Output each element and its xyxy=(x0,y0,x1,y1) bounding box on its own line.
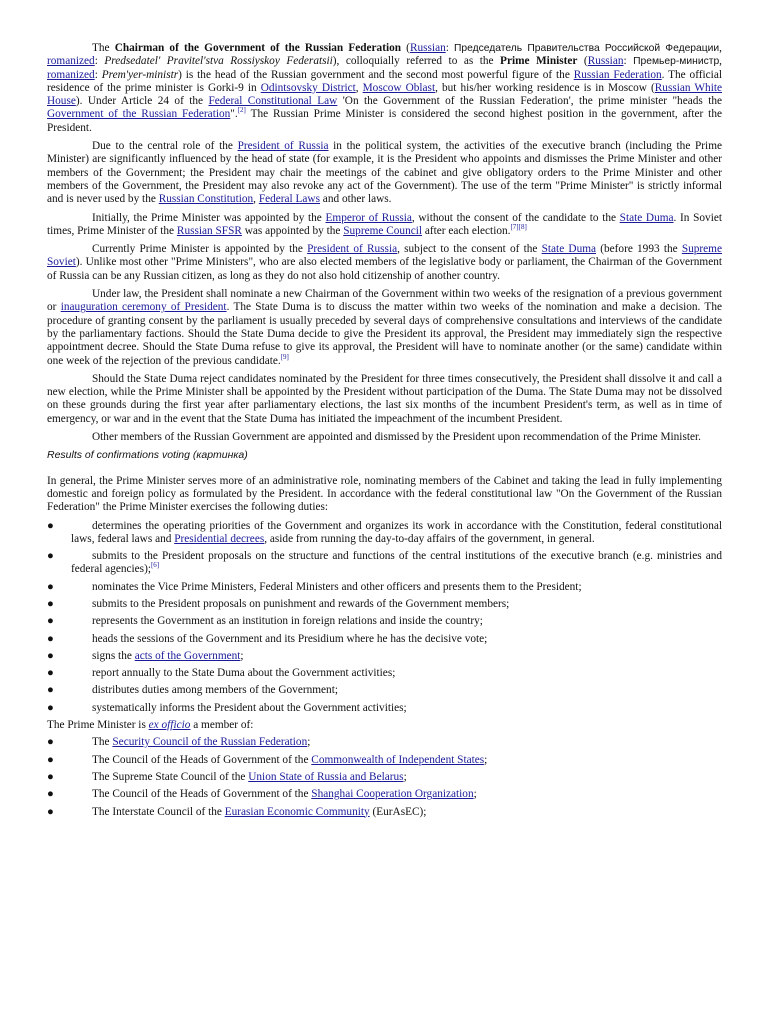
bullet-icon: ● xyxy=(47,519,54,532)
text: The Council of the Heads of Government of the xyxy=(92,753,312,766)
text: , subject to the consent of the xyxy=(397,243,542,256)
ref-2[interactable]: [2] xyxy=(237,106,246,115)
link-president-of-russia[interactable]: President of Russia xyxy=(237,140,329,153)
text: distributes duties among members of the Government; xyxy=(92,684,338,697)
text: , aside from running the day-to-day affairs of the government, in general. xyxy=(264,532,595,545)
bullet-icon: ● xyxy=(47,753,54,766)
text: nominates the Vice Prime Ministers, Federal Ministers and other officers and presents them to the President; xyxy=(92,580,582,593)
text: determines the operating priorities of the Government and organizes its work in accordance with the Constitution, federal constitutional laws, federal laws and xyxy=(71,519,722,545)
list-item xyxy=(47,581,722,594)
text: The Interstate Council of the xyxy=(92,805,225,818)
paragraph-ex-officio xyxy=(47,719,722,732)
text: after each election. xyxy=(422,224,511,237)
text: Under law, the President shall nominate a new Chairman of the Government within two weeks of the resignation of a previous government or xyxy=(47,288,722,314)
ref-9[interactable]: [9] xyxy=(280,352,289,361)
text: signs the xyxy=(92,649,135,662)
bullet-icon: ● xyxy=(47,805,54,818)
text: , xyxy=(719,42,722,54)
link-supreme-soviet[interactable]: Supreme Soviet xyxy=(47,243,722,269)
text: ) is the head of the Russian government and the second most powerful figure of the xyxy=(178,68,574,81)
text: : xyxy=(94,68,102,81)
paragraph-central-role xyxy=(47,140,722,206)
text: , but his/her working residence is in Moscow ( xyxy=(435,81,655,94)
text: ". xyxy=(230,108,238,121)
link-presidential-decrees[interactable]: Presidential decrees xyxy=(174,532,265,545)
link-odintsovsky-district[interactable]: Odintsovsky District xyxy=(260,81,356,94)
link-security-council[interactable]: Security Council of the Russian Federation xyxy=(112,736,308,749)
link-emperor-of-russia[interactable]: Emperor of Russia xyxy=(325,211,412,224)
text: heads the sessions of the Government and its Presidium where he has the decisive vote; xyxy=(92,632,488,645)
link-russian-federation[interactable]: Russian Federation xyxy=(573,68,662,81)
link-president-of-russia-2[interactable]: President of Russia xyxy=(307,243,398,256)
text: ; xyxy=(240,649,244,662)
text: The Supreme State Council of the xyxy=(92,770,249,783)
bullet-icon: ● xyxy=(47,597,54,610)
text: ), colloquially referred to as the xyxy=(332,55,501,68)
text: ( xyxy=(401,42,410,54)
bullet-icon: ● xyxy=(47,615,54,628)
ref-6[interactable]: [6] xyxy=(150,561,160,570)
text: Due to the central role of the xyxy=(92,140,238,153)
text: : xyxy=(623,55,634,68)
link-sco[interactable]: Shanghai Cooperation Organization xyxy=(311,788,474,801)
text: report annually to the State Duma about the Government activities; xyxy=(92,667,396,680)
paragraph-currently xyxy=(47,243,722,283)
text: ). Under Article 24 of the xyxy=(75,95,209,108)
link-state-duma[interactable]: State Duma xyxy=(619,211,674,224)
text: : xyxy=(445,42,455,54)
paragraph-other-members: Other members of the Russian Government are appointed and dismissed by the President upon recommendation of the Prime Minister. xyxy=(92,431,701,444)
link-cis[interactable]: Commonwealth of Independent States xyxy=(311,753,485,766)
text: represents the Government as an institution in foreign relations and inside the country; xyxy=(92,615,483,628)
list-item xyxy=(47,520,722,547)
bullet-icon: ● xyxy=(47,701,54,714)
text: (EurAsEC); xyxy=(369,805,427,818)
link-russian[interactable]: Russian xyxy=(409,42,446,54)
text: , xyxy=(253,193,259,206)
text: . In Soviet times, Prime Minister of the xyxy=(47,211,722,237)
list-item xyxy=(47,615,722,628)
link-eurasec[interactable]: Eurasian Economic Community xyxy=(224,805,370,818)
text: ; xyxy=(403,770,407,783)
text: The Council of the Heads of Government of the xyxy=(92,788,312,801)
text: Initially, the Prime Minister was appointed by the xyxy=(92,211,326,224)
text: , xyxy=(719,55,722,68)
text: ( xyxy=(577,55,588,68)
list-item xyxy=(47,633,722,646)
document-body xyxy=(47,42,722,823)
romanized-name: Predsedatel' Pravitel'stva Rossiyskoy Federatsii xyxy=(104,55,333,68)
paragraph-under-law xyxy=(47,288,722,368)
list-item xyxy=(47,788,722,801)
text: ). Unlike most other "Prime Ministers", who are also elected members of the legislative body or parliament, the Chairman of the Government of Russia can be any Russian citizen, as long as they do not also hold citizenship of another country. xyxy=(47,256,722,282)
bullet-icon: ● xyxy=(47,770,54,783)
link-state-duma-2[interactable]: State Duma xyxy=(541,243,597,256)
link-russian-constitution[interactable]: Russian Constitution xyxy=(158,193,254,206)
text: : xyxy=(94,55,105,68)
link-romanized[interactable]: romanized xyxy=(47,55,95,68)
list-item xyxy=(47,598,722,611)
link-federal-laws[interactable]: Federal Laws xyxy=(258,193,320,206)
link-moscow-oblast[interactable]: Moscow Oblast xyxy=(362,81,436,94)
bullet-icon: ● xyxy=(47,632,54,645)
prime-minister-term: Prime Minister xyxy=(500,55,578,68)
list-item xyxy=(47,684,722,697)
text: submits to the President proposals on the structure and functions of the central institutions of the executive branch (e.g. ministries and federal agencies); xyxy=(71,550,722,576)
text: in the political system, the activities of the executive branch (including the Prime Minister) are significantly influenced by the head of state (for example, it is the President who appoints and dismisses the Prime Minister and other members of the Government; the President may chair the meetings of the cabinet and give obligatory orders to the Prime Minister and other members of the Government, the President may also revoke any act of the Government). The use of the term "Prime Minister" is strictly informal and is never used by the xyxy=(47,140,722,206)
link-federal-constitutional-law[interactable]: Federal Constitutional Law xyxy=(208,95,338,108)
intro-paragraph xyxy=(47,42,722,135)
text: ; xyxy=(473,788,477,801)
text: and other laws. xyxy=(319,193,392,206)
link-government[interactable]: Government of the Russian Federation xyxy=(47,108,231,121)
paragraph-initially xyxy=(47,212,722,239)
text: , xyxy=(355,81,363,94)
bullet-icon: ● xyxy=(47,580,54,593)
russian-pm: Премьер-министр xyxy=(633,56,720,68)
paragraph-reject-candidates: Should the State Duma reject candidates nominated by the President for three times consecutively, the President shall dissolve it and call a new election, while the Prime Minister shall be appointed by the President without participation of the Duma. The State Duma may not be dissolved on these grounds during the first year after parliamentary elections, the last six months of the incumbent President's term, as well as in time of emergency, or war and in the event that the State Duma has initiated the impeachment of the incumbent President. xyxy=(47,372,722,425)
list-item xyxy=(47,754,722,767)
text: The Russian Prime Minister is considered the second highest position in the government, after the President. xyxy=(47,108,722,134)
bullet-icon: ● xyxy=(47,667,54,680)
memberships-list xyxy=(47,736,722,818)
link-acts-of-government[interactable]: acts of the Government xyxy=(134,649,241,662)
text: The Prime Minister is xyxy=(47,719,149,732)
text: , without the consent of the candidate to the xyxy=(411,211,620,224)
text: submits to the President proposals on punishment and rewards of the Government members; xyxy=(92,597,510,610)
text: . The official residence of the prime minister is Gorki-9 in xyxy=(47,68,722,94)
link-russian-2[interactable]: Russian xyxy=(587,55,624,68)
list-item xyxy=(47,736,722,749)
link-russian-sfsr[interactable]: Russian SFSR xyxy=(176,224,242,237)
text: ; xyxy=(307,736,311,749)
text: ; xyxy=(484,753,488,766)
link-white-house[interactable]: Russian White House xyxy=(47,81,722,108)
paragraph-in-general: In general, the Prime Minister serves more of an administrative role, nominating members of the Cabinet and taking the lead in fully implementing domestic and foreign policy as formulated by the President. In accordance with the federal constitutional law "On the Government of the Russian Federation" the Prime Minister exercises the following duties: xyxy=(47,474,722,514)
image-caption: Results of confirmations voting (картинка) xyxy=(47,449,248,462)
bullet-icon: ● xyxy=(47,788,54,801)
link-ex-officio[interactable]: ex officio xyxy=(148,719,191,732)
bullet-icon: ● xyxy=(47,736,54,749)
text: . The State Duma is to discuss the matter within two weeks of the nomination and make a decision. The procedure of granting consent by the parliament is usually preceded by several days of comprehensive consultations and interviews of the candidate by the parliamentary factions. Should the State Duma decide to give the President its approval, the President may immediately sign the respective appointment decree. Should the State Duma refuse to give its approval, the President will have to nominate another (or the same) candidate within one week of the rejection of the previous candidate. xyxy=(47,301,722,367)
text: systematically informs the President about the Government activities; xyxy=(92,701,407,714)
text: was appointed by the xyxy=(241,224,344,237)
list-item xyxy=(47,550,722,577)
link-inauguration-ceremony[interactable]: inauguration ceremony of President xyxy=(60,301,227,314)
link-union-state[interactable]: Union State of Russia and Belarus xyxy=(248,770,404,783)
article-title: Chairman of the Government of the Russian Federation xyxy=(114,42,402,54)
text: Currently Prime Minister is appointed by the xyxy=(92,243,308,256)
list-item xyxy=(47,667,722,680)
bullet-icon: ● xyxy=(47,550,54,563)
text: 'On the Government of the Russian Federation', the prime minister "heads the xyxy=(337,95,722,108)
ref-7-8[interactable]: [7][8] xyxy=(510,223,527,232)
bullet-icon: ● xyxy=(47,684,54,697)
link-supreme-council[interactable]: Supreme Council xyxy=(343,224,423,237)
list-item xyxy=(47,806,722,819)
russian-name: Председатель Правительства Российской Федерации xyxy=(454,43,720,54)
romanized-pm: Prem'yer-ministr xyxy=(101,68,179,81)
text: The xyxy=(92,736,113,749)
duties-list xyxy=(47,520,722,716)
text: (before 1993 the xyxy=(596,243,682,256)
list-item xyxy=(47,650,722,663)
bullet-icon: ● xyxy=(47,649,54,662)
list-item xyxy=(47,702,722,715)
list-item xyxy=(47,771,722,784)
link-romanized-2[interactable]: romanized xyxy=(47,68,95,81)
text: a member of: xyxy=(190,719,254,732)
text: The xyxy=(92,42,115,54)
